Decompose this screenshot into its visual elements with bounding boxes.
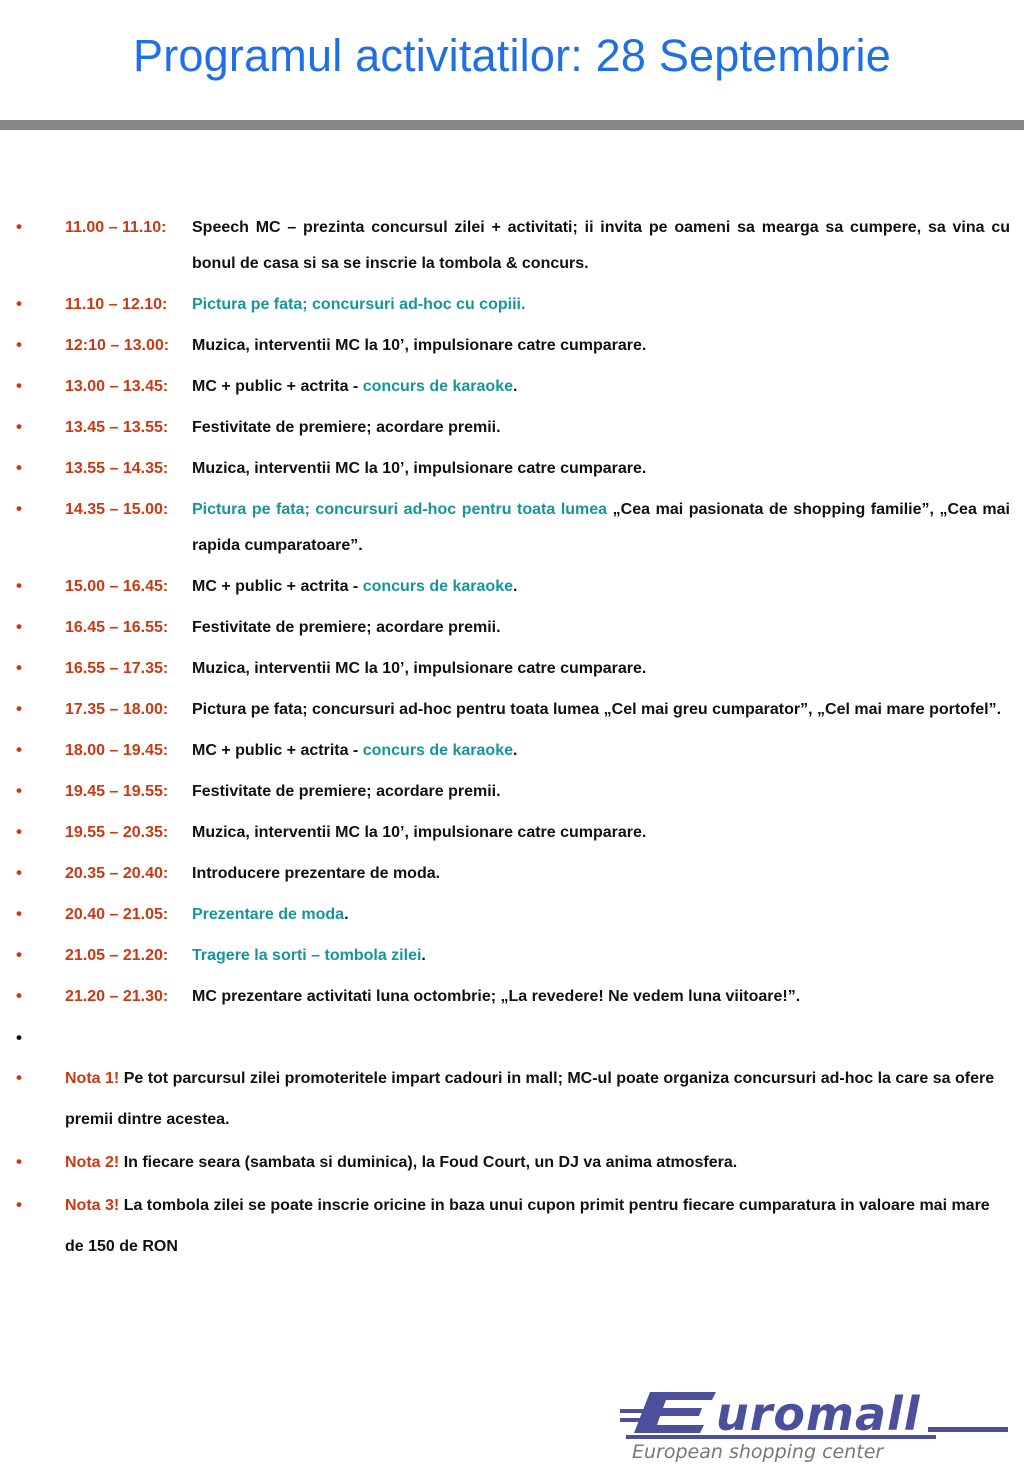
bullet-icon: • <box>16 945 22 964</box>
schedule-time: 13.55 – 14.35: <box>65 460 169 477</box>
schedule-time: 15.00 – 16.45: <box>65 578 169 595</box>
schedule-text: Muzica, interventii MC la 10’, impulsionare catre cumparare. <box>192 460 647 477</box>
schedule-description <box>192 938 1010 974</box>
schedule-description <box>192 979 1010 1015</box>
schedule-item <box>0 410 1024 446</box>
euromall-logo <box>620 1382 1010 1464</box>
schedule-text: Festivitate de premiere; acordare premii. <box>192 419 501 436</box>
schedule-item <box>0 569 1024 605</box>
schedule-item <box>0 774 1024 810</box>
schedule-time: 17.35 – 18.00: <box>65 701 169 718</box>
note-text: Pe tot parcursul zilei promoteritele impart cadouri in mall; MC-ul poate organiza concursuri ad-hoc la care sa ofere premii dintre acestea. <box>65 1070 995 1128</box>
bullet-icon: • <box>16 294 22 313</box>
schedule-item <box>0 938 1024 974</box>
note-body <box>65 1058 1000 1140</box>
bullet-icon: • <box>16 740 22 759</box>
schedule-text: Muzica, interventii MC la 10’, impulsionare catre cumparare. <box>192 660 647 677</box>
schedule-description <box>192 369 1010 405</box>
schedule-highlight: Pictura pe fata; concursuri ad-hoc pentru toata lumea <box>192 501 608 518</box>
schedule-item <box>0 451 1024 487</box>
schedule-description <box>192 733 1010 769</box>
schedule-tail: „Cea mai pasionata de shopping familie”, „Cea mai rapida cumparatoare”. <box>192 501 1011 554</box>
schedule-time: 19.55 – 20.35: <box>65 824 169 841</box>
bullet-icon: • <box>16 699 22 718</box>
schedule-time: 21.20 – 21.30: <box>65 988 169 1005</box>
schedule-tail: . <box>421 947 426 964</box>
note-item <box>0 1185 1024 1267</box>
schedule-description <box>192 328 1010 364</box>
schedule-text: MC prezentare activitati luna octombrie; „La revedere! Ne vedem luna viitoare!”. <box>192 988 801 1005</box>
bullet-icon: • <box>16 1152 22 1171</box>
page-title: Programul activitatilor: 28 Septembrie <box>133 30 891 81</box>
schedule-text: Festivitate de premiere; acordare premii. <box>192 783 501 800</box>
bullet-icon: • <box>16 1028 22 1047</box>
logo-tagline: European shopping center <box>632 1441 884 1463</box>
schedule-text: MC + public + actrita - <box>192 742 363 759</box>
bullet-icon: • <box>16 822 22 841</box>
schedule-description <box>192 287 1010 323</box>
schedule-highlight: concurs de karaoke <box>362 578 513 595</box>
schedule-description <box>192 815 1010 851</box>
schedule-text: MC + public + actrita - <box>192 378 363 395</box>
schedule-time: 11.00 – 11.10: <box>65 219 167 236</box>
schedule-text: Muzica, interventii MC la 10’, impulsionare catre cumparare. <box>192 824 647 841</box>
bullet-icon: • <box>16 986 22 1005</box>
schedule-item <box>0 692 1024 728</box>
note-item <box>0 1058 1024 1140</box>
note-text: In fiecare seara (sambata si duminica), la Foud Court, un DJ va anima atmosfera. <box>123 1154 738 1171</box>
schedule-time: 14.35 – 15.00: <box>65 501 169 518</box>
note-label: Nota 1! <box>65 1070 120 1087</box>
schedule-time: 18.00 – 19.45: <box>65 742 169 759</box>
bullet-icon: • <box>16 1195 22 1214</box>
note-item <box>0 1142 1024 1183</box>
schedule-item <box>0 815 1024 851</box>
schedule-description <box>192 610 1010 646</box>
schedule-highlight: Prezentare de moda <box>192 906 345 923</box>
schedule-item <box>0 897 1024 933</box>
schedule-time: 13.45 – 13.55: <box>65 419 169 436</box>
schedule-description <box>192 569 1010 605</box>
schedule-tail: . <box>513 378 518 395</box>
schedule-text: Muzica, interventii MC la 10’, impulsionare catre cumparare. <box>192 337 647 354</box>
schedule-text: Speech MC – prezinta concursul zilei + activitati; ii invita pe oameni sa mearga sa cumpere, sa vina cu bonul de casa si sa se inscrie la tombola & concurs. <box>192 219 1010 272</box>
note-label: Nota 2! <box>65 1154 120 1171</box>
schedule-description <box>192 492 1010 564</box>
schedule-item <box>0 979 1024 1015</box>
schedule-description <box>192 897 1010 933</box>
schedule-time: 12:10 – 13.00: <box>65 337 170 354</box>
schedule-description <box>192 774 1010 810</box>
schedule-time: 20.35 – 20.40: <box>65 865 169 882</box>
schedule-description <box>192 856 1010 892</box>
note-body <box>65 1142 1000 1183</box>
schedule-item <box>0 287 1024 323</box>
bullet-icon: • <box>16 576 22 595</box>
bullet-icon: • <box>16 417 22 436</box>
schedule-time: 16.55 – 17.35: <box>65 660 169 677</box>
note-text: La tombola zilei se poate inscrie oricine in baza unui cupon primit pentru fiecare cumparatura in valoare mai mare de 150 de RON <box>65 1197 990 1255</box>
schedule-text: Festivitate de premiere; acordare premii. <box>192 619 501 636</box>
schedule-item <box>0 733 1024 769</box>
schedule-time: 11.10 – 12.10: <box>65 296 168 313</box>
bullet-icon: • <box>16 1068 22 1087</box>
schedule-tail: . <box>513 742 518 759</box>
bullet-icon: • <box>16 335 22 354</box>
schedule-item <box>0 610 1024 646</box>
schedule-highlight: Pictura pe fata; concursuri ad-hoc cu copiii. <box>192 296 526 313</box>
title-divider <box>0 120 1024 130</box>
schedule-list <box>0 210 1024 1269</box>
schedule-highlight: Tragere la sorti – tombola zilei <box>192 947 422 964</box>
bullet-icon: • <box>16 781 22 800</box>
schedule-description <box>192 410 1010 446</box>
schedule-highlight: concurs de karaoke <box>362 378 513 395</box>
schedule-item <box>0 210 1024 282</box>
schedule-time: 21.05 – 21.20: <box>65 947 169 964</box>
schedule-time: 16.45 – 16.55: <box>65 619 169 636</box>
schedule-item <box>0 492 1024 564</box>
schedule-text: Introducere prezentare de moda. <box>192 865 441 882</box>
logo-wordmark: uromall <box>716 1387 921 1441</box>
bullet-icon: • <box>16 376 22 395</box>
schedule-description <box>192 651 1010 687</box>
empty-list-item <box>0 1020 1024 1058</box>
schedule-time: 19.45 – 19.55: <box>65 783 169 800</box>
schedule-tail: . <box>513 578 518 595</box>
schedule-tail: . <box>344 906 349 923</box>
schedule-description <box>192 210 1010 282</box>
note-label: Nota 3! <box>65 1197 120 1214</box>
bullet-icon: • <box>16 217 22 236</box>
schedule-description <box>192 451 1010 487</box>
schedule-highlight: concurs de karaoke <box>362 742 513 759</box>
schedule-item <box>0 328 1024 364</box>
bullet-icon: • <box>16 658 22 677</box>
schedule-time: 13.00 – 13.45: <box>65 378 169 395</box>
bullet-icon: • <box>16 458 22 477</box>
schedule-item <box>0 369 1024 405</box>
schedule-text: Pictura pe fata; concursuri ad-hoc pentru toata lumea „Cel mai greu cumparator”, „Cel mai mare portofel”. <box>192 701 1002 718</box>
schedule-item <box>0 651 1024 687</box>
bullet-icon: • <box>16 499 22 518</box>
bullet-icon: • <box>16 863 22 882</box>
note-body <box>65 1185 1000 1267</box>
schedule-item <box>0 856 1024 892</box>
bullet-icon: • <box>16 904 22 923</box>
schedule-description <box>192 692 1010 728</box>
schedule-time: 20.40 – 21.05: <box>65 906 169 923</box>
schedule-text: MC + public + actrita - <box>192 578 363 595</box>
bullet-icon: • <box>16 617 22 636</box>
